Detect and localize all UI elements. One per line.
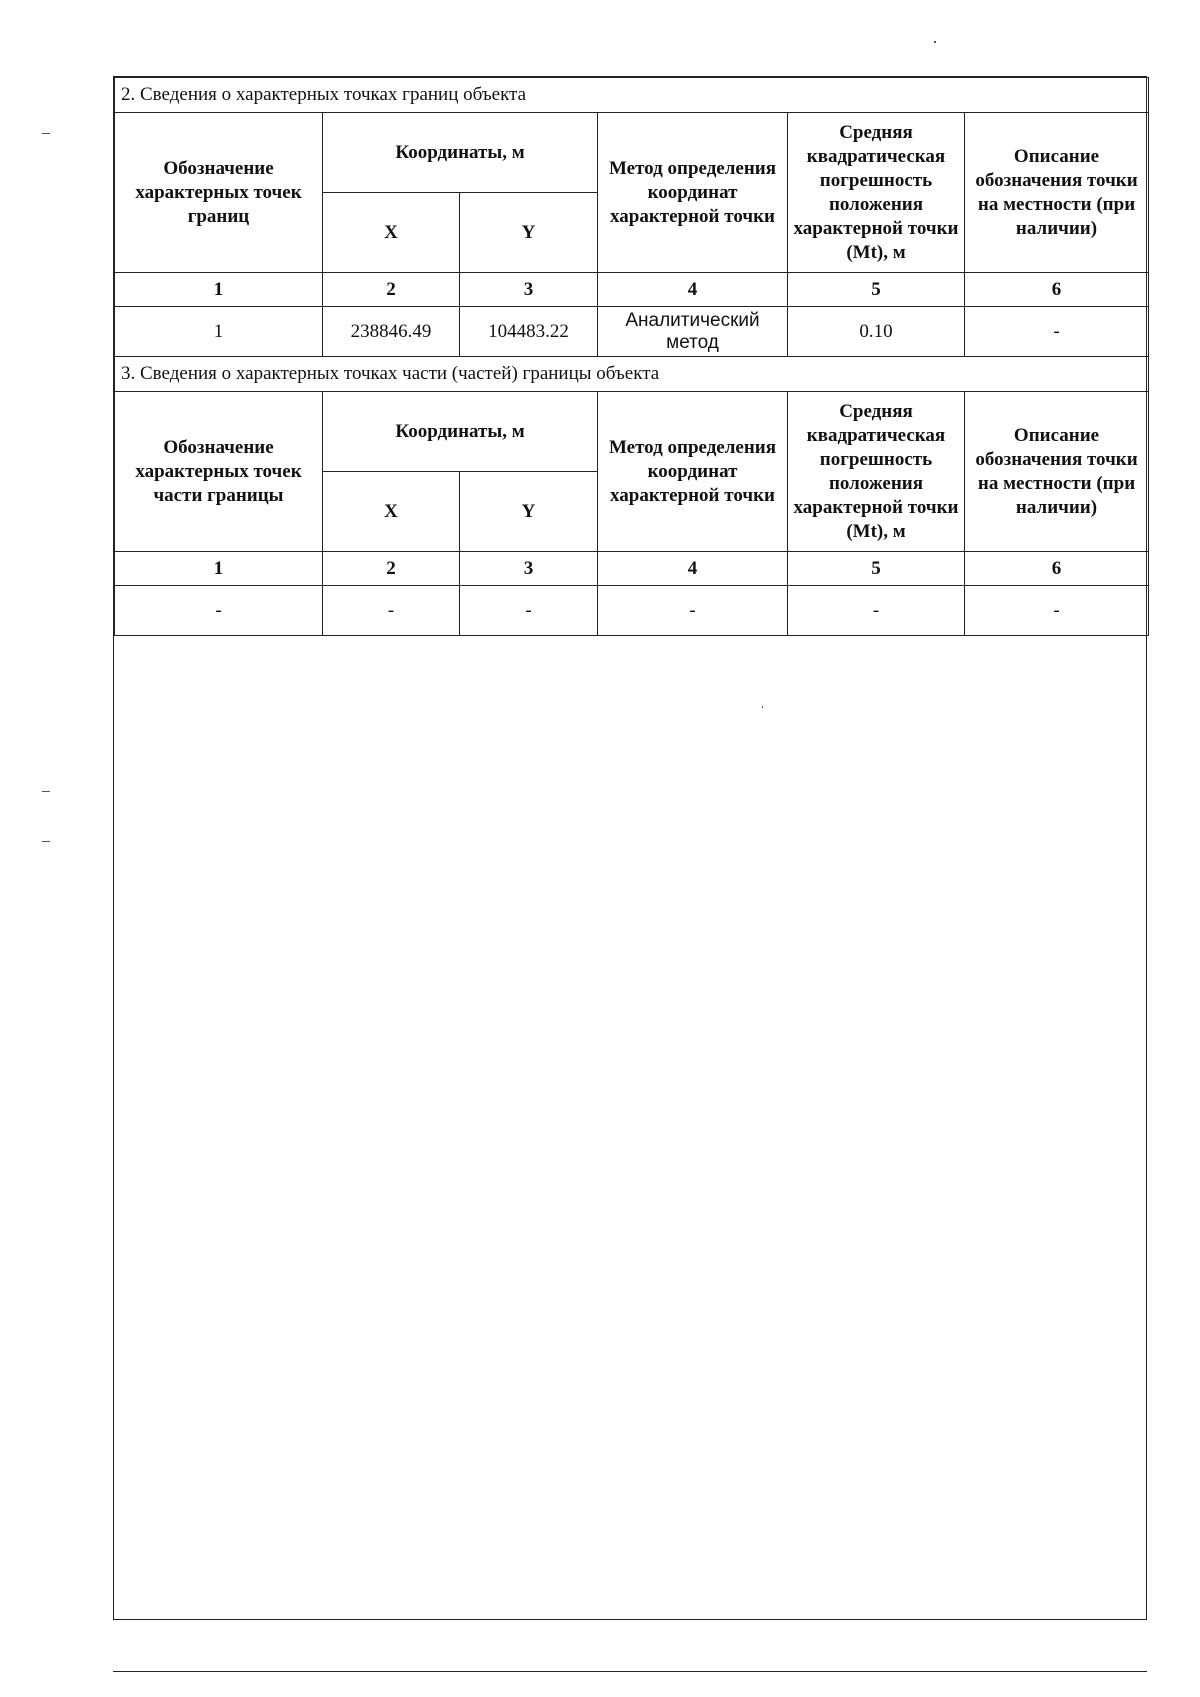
point-cell: - [115,586,323,636]
scan-speck [934,41,936,43]
column-number: 1 [115,552,323,586]
description-cell: - [965,586,1149,636]
column-number: 3 [460,273,598,307]
section2-table [114,77,1149,636]
column-numbers-row [115,552,1149,586]
column-number: 4 [598,273,788,307]
header-coordinates: Координаты, м [323,113,598,193]
header-designation: Обозначение характерных точек границ [115,113,323,273]
x-cell: - [323,586,460,636]
method-cell: Аналитический метод [598,307,788,357]
error-cell: - [788,586,965,636]
scan-speck [42,133,50,134]
column-number: 5 [788,552,965,586]
description-cell: - [965,307,1149,357]
scan-speck [42,841,50,842]
document-frame [113,76,1147,1620]
scan-speck [762,706,763,708]
column-number: 2 [323,552,460,586]
header-designation: Обозначение характерных точек части границы [115,392,323,552]
section3-title: 3. Сведения о характерных точках части (частей) границы объекта [115,357,1149,392]
column-numbers-row [115,273,1149,307]
point-cell: 1 [115,307,323,357]
header-method: Метод определения координат характерной точки [598,392,788,552]
section2-title: 2. Сведения о характерных точках границ объекта [115,78,1149,113]
column-number: 6 [965,552,1149,586]
header-method: Метод определения координат характерной точки [598,113,788,273]
column-number: 3 [460,552,598,586]
footer-rule [113,1671,1147,1672]
header-description: Описание обозначения точки на местности (при наличии) [965,392,1149,552]
column-number: 6 [965,273,1149,307]
header-error: Средняя квадратическая погрешность положения характерной точки (Mt), м [788,392,965,552]
column-number: 1 [115,273,323,307]
y-cell: 104483.22 [460,307,598,357]
y-cell: - [460,586,598,636]
error-cell: 0.10 [788,307,965,357]
header-error: Средняя квадратическая погрешность положения характерной точки (Mt), м [788,113,965,273]
header-x: X [323,472,460,552]
column-number: 4 [598,552,788,586]
method-cell: - [598,586,788,636]
header-x: X [323,193,460,273]
x-cell: 238846.49 [323,307,460,357]
column-number: 2 [323,273,460,307]
table-row [115,586,1149,636]
header-y: Y [460,472,598,552]
header-description: Описание обозначения точки на местности (при наличии) [965,113,1149,273]
header-coordinates: Координаты, м [323,392,598,472]
column-number: 5 [788,273,965,307]
scan-speck [42,791,50,792]
header-y: Y [460,193,598,273]
table-row [115,307,1149,357]
